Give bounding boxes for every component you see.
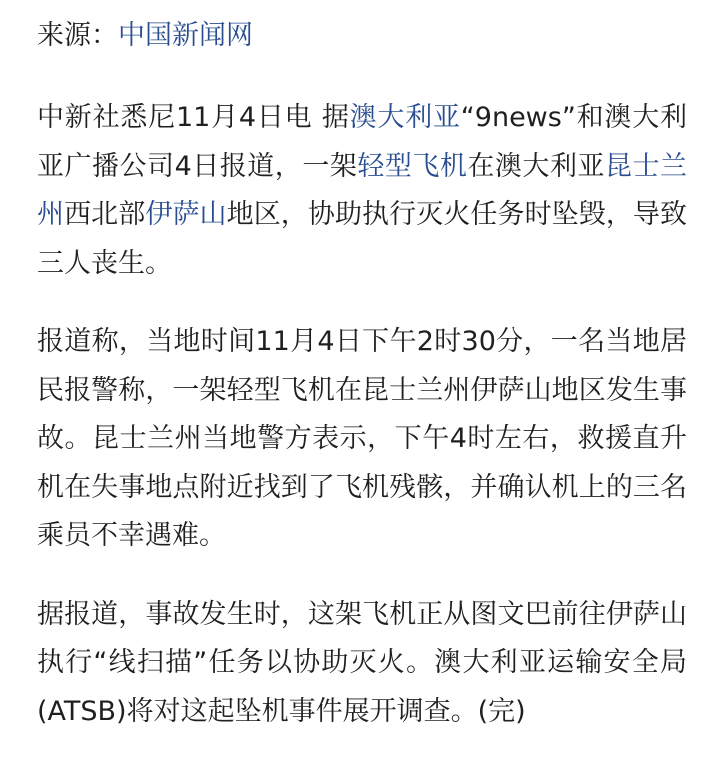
text-segment: 在澳大利亚 [467,150,605,182]
text-segment: 中新社悉尼11月4日电 据 [37,102,350,133]
paragraph-1 [37,94,687,288]
source-link[interactable]: 中国新闻网 [118,20,253,51]
link-queensland[interactable]: 昆士兰州 [37,150,688,230]
news-article [37,14,687,766]
text-segment: “9news”和澳大利亚广播公司4日报道，一架 [37,102,687,182]
link-light-aircraft[interactable]: 轻型飞机 [357,150,468,182]
link-mount-isa[interactable]: 伊萨山 [145,199,227,230]
source-label: 来源： [37,20,118,51]
link-australia[interactable]: 澳大利亚 [349,102,461,133]
paragraph-3: 据报道，事故发生时，这架飞机正从图文巴前往伊萨山执行“线扫描”任务以协助灭火。澳大利亚运输安全局(ATSB)将对这起坠机事件展开调查。(完) [37,598,687,727]
text-segment: 地区，协助执行灭火任务时坠毁，导致三人丧生。 [37,199,688,279]
text-segment: 西北部 [64,199,146,230]
paragraph-2: 报道称，当地时间11月4日下午2时30分，一名当地居民报警称，一架轻型飞机在昆士兰州伊萨山地区发生事故。昆士兰州当地警方表示，下午4时左右，救援直升机在失事地点附近找到了飞机残骸，并确认机上的三名乘员不幸遇难。 [37,326,687,551]
source-line [37,14,687,58]
